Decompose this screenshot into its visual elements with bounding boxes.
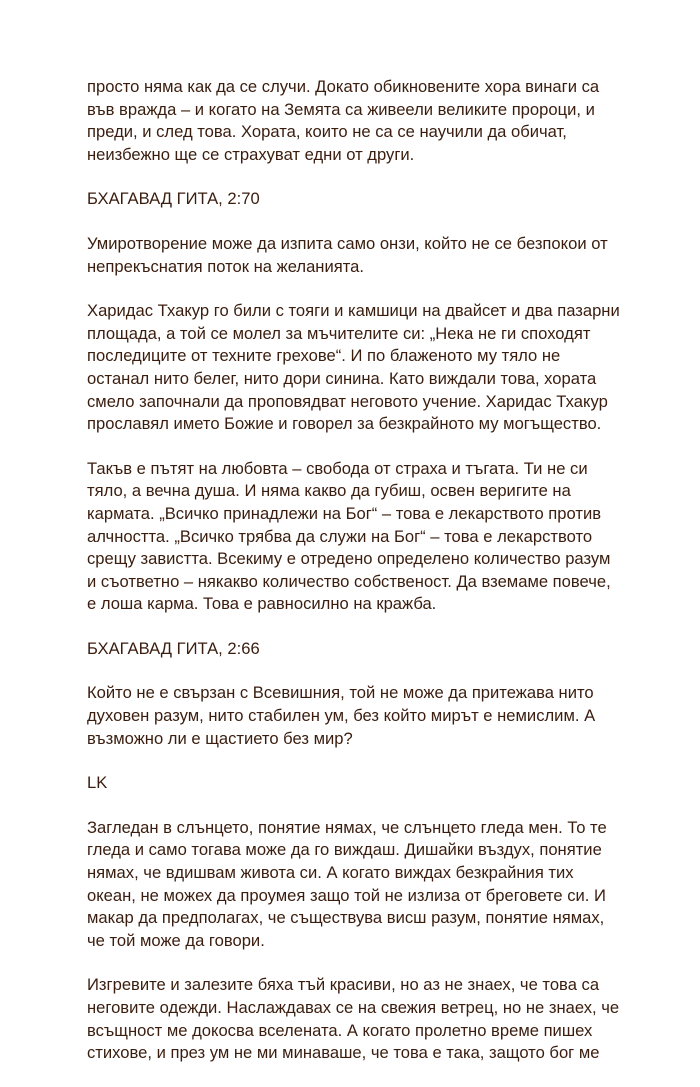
text-line: последиците от техните грехове“. И по блаженото му тяло не bbox=[87, 346, 561, 366]
text-line: неизбежно ще се страхуват едни от други. bbox=[87, 144, 415, 164]
text-line: останал нито белег, нито дори синина. Като виждали това, хората bbox=[87, 368, 597, 388]
text-line: преди, и след това. Хората, които не са се научили да обичат, bbox=[87, 122, 567, 142]
paragraph bbox=[87, 76, 627, 166]
text-line: че той може да говори. bbox=[87, 930, 265, 950]
text-line: нямах, че вдишвам живота си. А когато виждах безкрайния тих bbox=[87, 863, 574, 883]
text-line: прославял името Божие и говорел за безкрайното му могъщество. bbox=[87, 414, 602, 434]
text-line: океан, не можех да проумея защо той не излиза от бреговете си. И bbox=[87, 885, 606, 905]
text-line: Изгревите и залезите бяха тъй красиви, но аз не знаех, че това са bbox=[87, 975, 600, 995]
paragraph bbox=[87, 300, 627, 436]
text-line: Който не е свързан с Всевишния, той не може да притежава нито bbox=[87, 683, 594, 703]
text-line: просто няма как да се случи. Докато обикновените хора винаги са bbox=[87, 77, 600, 96]
text-line: гледа и само тогава може да го виждаш. Дишайки въздух, понятие bbox=[87, 840, 602, 860]
heading-text: БХАГАВАД ГИТА, 2:66 bbox=[87, 638, 260, 658]
paragraph bbox=[87, 974, 627, 1064]
paragraph bbox=[87, 682, 627, 750]
text-line: е лоша карма. Това е равносилно на кражба. bbox=[87, 594, 437, 614]
heading-text: LK bbox=[87, 773, 108, 793]
text-line: неговите одежди. Наслаждавах се на свежия ветрец, но не знаех, че bbox=[87, 998, 620, 1017]
section-heading bbox=[87, 188, 627, 211]
text-line: всъщност ме докосва вселената. А когато пролетно време пишех bbox=[87, 1020, 593, 1040]
text-line: непрекъснатия поток на желанията. bbox=[87, 256, 364, 276]
text-line: площада, а той се молел за мъчителите си: „Нека не ги споходят bbox=[87, 323, 591, 343]
text-line: духовен разум, нито стабилен ум, без който мирът е немислим. А bbox=[87, 706, 596, 726]
text-line: срещу завистта. Всекиму е отредено определено количество разум bbox=[87, 549, 611, 569]
section-heading bbox=[87, 772, 627, 795]
text-line: Умиротворение може да изпита само онзи, който не се безпокои от bbox=[87, 233, 608, 253]
text-line: смело започнали да проповядват неговото учение. Харидас Тхакур bbox=[87, 391, 608, 411]
heading-text: БХАГАВАД ГИТА, 2:70 bbox=[87, 189, 260, 209]
text-line: стихове, и през ум не ми минаваше, че това е така, защото бог ме bbox=[87, 1043, 600, 1063]
text-line: алчността. „Всичко трябва да служи на Бог“ – това е лекарството bbox=[87, 526, 593, 546]
text-line: и съответно – някакво количество собственост. Да вземаме повече, bbox=[87, 571, 611, 591]
text-line: макар да предполагах, че съществува висш разум, понятие нямах, bbox=[87, 908, 605, 928]
text-line: Харидас Тхакур го били с тояги и камшици на двайсет и два пазарни bbox=[87, 301, 620, 321]
text-line: Загледан в слънцето, понятие нямах, че слънцето гледа мен. То те bbox=[87, 817, 607, 837]
text-line: възможно ли е щастието без мир? bbox=[87, 728, 353, 748]
paragraph bbox=[87, 233, 627, 278]
document-body bbox=[87, 76, 627, 1087]
section-heading bbox=[87, 638, 627, 661]
text-line: тяло, а вечна душа. И няма какво да губиш, освен веригите на bbox=[87, 481, 571, 501]
paragraph bbox=[87, 458, 627, 616]
paragraph bbox=[87, 817, 627, 953]
text-line: кармата. „Всичко принадлежи на Бог“ – това е лекарството против bbox=[87, 503, 602, 523]
text-line: във вражда – и когато на Земята са живеели великите пророци, и bbox=[87, 99, 595, 119]
text-line: Такъв е пътят на любовта – свобода от страха и тъгата. Ти не си bbox=[87, 458, 588, 478]
